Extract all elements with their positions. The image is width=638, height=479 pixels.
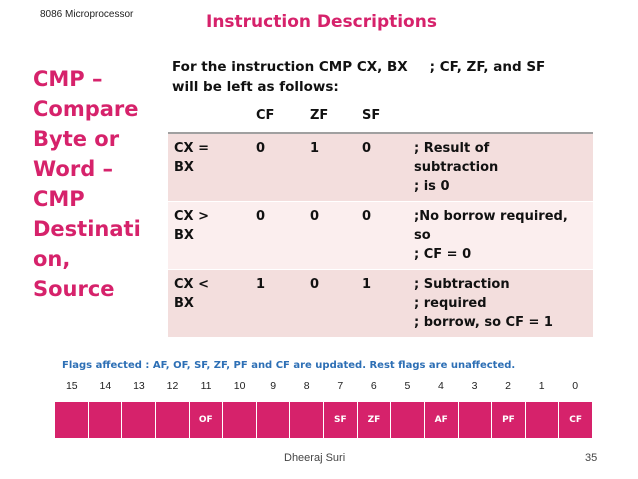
bit-number: 8 — [303, 380, 310, 392]
table-header-zf: ZF — [304, 98, 356, 133]
table-cell-sf: 0 — [356, 133, 408, 202]
intro-line1-comment: ; CF, ZF, and SF — [429, 59, 546, 75]
bit-number: 6 — [370, 380, 377, 392]
flag-bit-sf: SF — [324, 402, 358, 438]
table-cell-condition: CX > BX — [168, 202, 250, 270]
bit-number: 7 — [337, 380, 344, 392]
table-cell-condition: CX = BX — [168, 133, 250, 202]
table-cell-cf: 1 — [250, 270, 304, 338]
table-header-row — [168, 98, 593, 133]
table-header-cf: CF — [250, 98, 304, 133]
cmp-flags-table — [168, 98, 593, 338]
table-cell-comment: ; Result of subtraction ; is 0 — [408, 133, 593, 202]
flag-register-bit-numbers — [55, 380, 592, 394]
bit-number: 13 — [133, 380, 145, 392]
flag-bit-cell — [89, 402, 123, 438]
bit-number: 2 — [505, 380, 512, 392]
flag-bit-cell — [391, 402, 425, 438]
table-header-cell — [168, 98, 250, 133]
footer-author: Dheeraj Suri — [284, 452, 346, 464]
table-cell-zf: 1 — [304, 133, 356, 202]
table-header-sf: SF — [356, 98, 408, 133]
bit-number: 11 — [200, 380, 212, 392]
flag-bit-pf: PF — [492, 402, 526, 438]
bit-number: 5 — [404, 380, 411, 392]
table-row — [168, 270, 593, 338]
bit-number: 3 — [471, 380, 478, 392]
flag-bit-cell — [156, 402, 190, 438]
page-number: 35 — [585, 452, 598, 464]
flag-bit-cell — [55, 402, 89, 438]
table-row — [168, 202, 593, 270]
table-header-cell — [408, 98, 593, 133]
table-row — [168, 133, 593, 202]
flag-bit-of: OF — [190, 402, 224, 438]
flags-affected-note: Flags affected : AF, OF, SF, ZF, PF and CF are updated. Rest flags are unaffected. — [62, 360, 516, 371]
table-cell-sf: 0 — [356, 202, 408, 270]
course-label: 8086 Microprocessor — [40, 9, 134, 20]
bit-number: 4 — [438, 380, 444, 392]
flag-bit-cell — [122, 402, 156, 438]
intro-line2: will be left as follows: — [172, 79, 339, 95]
bit-number: 0 — [572, 380, 579, 392]
table-cell-comment: ; Subtraction ; required ; borrow, so CF = 1 — [408, 270, 593, 338]
table-cell-zf: 0 — [304, 270, 356, 338]
table-cell-condition: CX < BX — [168, 270, 250, 338]
bit-number: 9 — [270, 380, 277, 392]
flag-bit-af: AF — [425, 402, 459, 438]
flag-bit-cell — [223, 402, 257, 438]
flag-bit-cell — [459, 402, 493, 438]
flag-register — [55, 402, 592, 438]
bit-number: 15 — [65, 380, 78, 392]
bit-number: 12 — [166, 380, 179, 392]
slide-title: Instruction Descriptions — [206, 12, 437, 32]
intro-line1-instruction: For the instruction CMP CX, BX — [172, 59, 408, 75]
bit-number: 10 — [233, 380, 246, 392]
bit-number: 1 — [538, 380, 545, 392]
intro-text — [172, 57, 612, 97]
table-cell-cf: 0 — [250, 202, 304, 270]
flag-bit-zf: ZF — [358, 402, 392, 438]
flag-bit-cell — [526, 402, 560, 438]
bit-number: 14 — [99, 380, 112, 392]
flag-bit-cell — [290, 402, 324, 438]
flag-bit-cf: CF — [569, 415, 583, 425]
table-cell-sf: 1 — [356, 270, 408, 338]
flag-bit-cell — [257, 402, 291, 438]
sidebar-title: CMP – Compare Byte or Word – CMP Destinati on, Source — [33, 67, 141, 301]
table-cell-cf: 0 — [250, 133, 304, 202]
table-cell-zf: 0 — [304, 202, 356, 270]
table-cell-comment: ;No borrow required, so ; CF = 0 — [408, 202, 593, 270]
